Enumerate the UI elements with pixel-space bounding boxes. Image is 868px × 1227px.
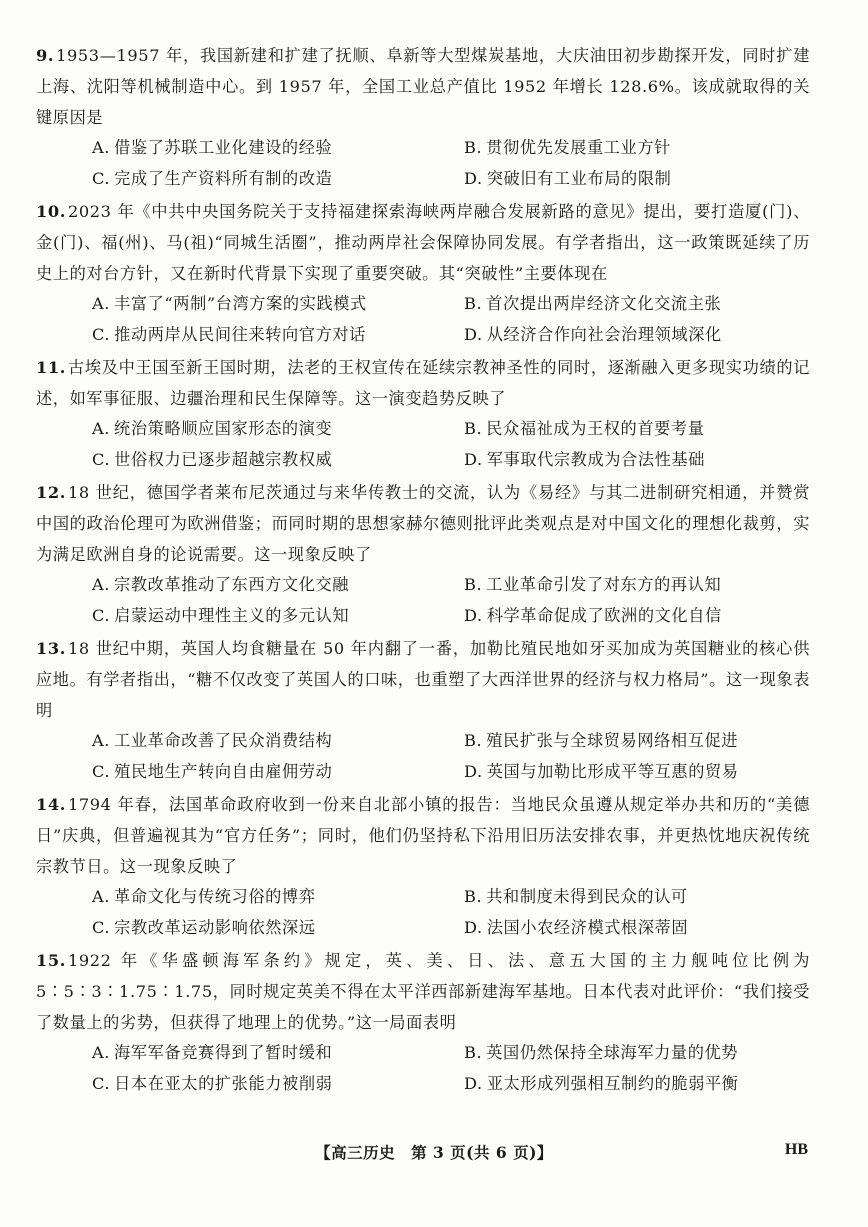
option-letter: C. (92, 917, 111, 937)
option-text: 突破旧有工业布局的限制 (486, 168, 672, 188)
option-letter: D. (464, 324, 483, 344)
option-letter: D. (464, 449, 483, 469)
answer-option-b (464, 289, 868, 320)
answer-option-d (464, 757, 868, 788)
answer-option-d (464, 913, 868, 944)
option-text: 法国小农经济模式根深蒂固 (486, 917, 689, 937)
option-letter: D. (464, 605, 483, 625)
answer-option-a (92, 414, 464, 445)
option-text: 借鉴了苏联工业化建设的经验 (114, 138, 333, 157)
question-text: 1794 年春，法国革命政府收到一份来自北部小镇的报告：当地民众虽遵从规定举办共和历的“美德日”庆典，但普遍视其为“官方任务”；同时，他们仍坚持私下沿用旧历法安排农事，并更热忱地庆祝传统宗教节日。这一现象反映了 (36, 795, 810, 876)
answer-options (30, 570, 810, 631)
answer-option-d (464, 1069, 868, 1100)
option-text: 军事取代宗教成为合法性基础 (486, 449, 705, 469)
option-letter: A. (92, 887, 111, 906)
option-text: 丰富了“两制”台湾方案的实践模式 (114, 294, 367, 313)
option-text: 民众福祉成为王权的首要考量 (486, 419, 705, 438)
question-stem (30, 477, 810, 570)
option-letter: A. (92, 294, 111, 313)
option-text: 共和制度未得到民众的认可 (486, 887, 688, 906)
option-letter: B. (464, 575, 483, 594)
option-text: 工业革命引发了对东方的再认知 (486, 575, 722, 594)
option-letter: B. (464, 731, 483, 750)
option-letter: B. (464, 294, 483, 313)
option-letter: A. (92, 138, 111, 157)
answer-option-c (92, 601, 464, 632)
question-9 (30, 40, 810, 194)
answer-options (30, 414, 810, 475)
answer-option-a (92, 882, 464, 913)
answer-option-c (92, 164, 464, 195)
question-text: 1953—1957 年，我国新建和扩建了抚顺、阜新等大型煤炭基地，大庆油田初步勘探开发，同时扩建上海、沈阳等机械制造中心。到 1957 年，全国工业总产值比 1952 年增长 128.6%。该成就取得的关键原因是 (36, 46, 810, 127)
option-text: 宗教改革推动了东西方文化交融 (114, 575, 350, 594)
option-text: 科学革命促成了欧洲的文化自信 (486, 605, 722, 625)
answer-option-b (464, 414, 868, 445)
answer-option-a (92, 133, 464, 164)
option-text: 革命文化与传统习俗的博弈 (114, 887, 316, 906)
question-13 (30, 633, 810, 787)
answer-option-c (92, 913, 464, 944)
option-letter: A. (92, 731, 111, 750)
question-stem (30, 352, 810, 414)
question-number: 11. (36, 358, 66, 377)
option-text: 亚太形成列强相互制约的脆弱平衡 (486, 1073, 739, 1093)
option-letter: D. (464, 1073, 483, 1093)
option-text: 推动两岸从民间往来转向官方对话 (114, 324, 366, 344)
option-text: 海军军备竞赛得到了暂时缓和 (114, 1043, 333, 1062)
question-text: 古埃及中王国至新王国时期，法老的王权宣传在延续宗教神圣性的同时，逐渐融入更多现实功绩的记述，如军事征服、边疆治理和民生保障等。这一演变趋势反映了 (36, 358, 810, 408)
option-text: 宗教改革运动影响依然深远 (114, 917, 316, 937)
option-letter: B. (464, 1043, 483, 1062)
question-12 (30, 477, 810, 631)
answer-option-b (464, 1038, 868, 1069)
answer-option-a (92, 726, 464, 757)
answer-option-d (464, 601, 868, 632)
question-number: 10. (36, 202, 66, 221)
question-text: 1922 年《华盛顿海军条约》规定，英、美、日、法、意五大国的主力舰吨位比例为 5∶5∶3∶1.75∶1.75，同时规定英美不得在太平洋西部新建海军基地。日本代表对此评价：“我们接受了数量上的劣势，但获得了地理上的优势。”这一局面表明 (36, 951, 810, 1032)
option-letter: C. (92, 449, 111, 469)
option-text: 从经济合作向社会治理领域深化 (486, 324, 722, 344)
question-list (30, 40, 810, 1101)
option-letter: C. (92, 605, 111, 625)
option-letter: C. (92, 324, 111, 344)
question-11 (30, 352, 810, 475)
option-text: 殖民扩张与全球贸易网络相互促进 (486, 731, 739, 750)
option-letter: A. (92, 575, 111, 594)
question-text: 2023 年《中共中央国务院关于支持福建探索海峡两岸融合发展新路的意见》提出，要打造厦(门)、金(门)、福(州)、马(祖)“同城生活圈”，推动两岸社会保障协同发展。有学者指出，这一政策既延续了历史上的对台方针，又在新时代背景下实现了重要突破。其“突破性”主要体现在 (36, 202, 810, 283)
option-text: 世俗权力已逐步超越宗教权威 (114, 449, 333, 469)
answer-options (30, 289, 810, 350)
question-number: 9. (36, 46, 55, 65)
answer-option-a (92, 570, 464, 601)
answer-option-d (464, 320, 868, 351)
option-letter: D. (464, 168, 483, 188)
question-stem (30, 196, 810, 289)
answer-options (30, 882, 810, 943)
question-number: 12. (36, 483, 66, 502)
answer-option-b (464, 570, 868, 601)
option-letter: D. (464, 761, 483, 781)
question-stem (30, 633, 810, 726)
paper-code: HB (784, 1141, 808, 1158)
option-text: 英国仍然保持全球海军力量的优势 (486, 1043, 739, 1062)
answer-option-c (92, 1069, 464, 1100)
question-stem (30, 789, 810, 882)
option-letter: B. (464, 419, 483, 438)
answer-option-c (92, 445, 464, 476)
question-text: 18 世纪，德国学者莱布尼茨通过与来华传教士的交流，认为《易经》与其二进制研究相通，并赞赏中国的政治伦理可为欧洲借鉴；而同时期的思想家赫尔德则批评此类观点是对中国文化的理想化裁剪，实为满足欧洲自身的论说需要。这一现象反映了 (36, 483, 810, 564)
option-letter: B. (464, 887, 483, 906)
question-10 (30, 196, 810, 350)
answer-option-d (464, 164, 868, 195)
answer-options (30, 1038, 810, 1099)
option-letter: D. (464, 917, 483, 937)
option-text: 英国与加勒比形成平等互惠的贸易 (486, 761, 739, 781)
option-text: 完成了生产资料所有制的改造 (114, 168, 333, 188)
answer-option-b (464, 133, 868, 164)
answer-options (30, 133, 810, 194)
question-14 (30, 789, 810, 943)
question-number: 13. (36, 639, 66, 658)
option-text: 日本在亚太的扩张能力被削弱 (114, 1073, 333, 1093)
answer-option-a (92, 289, 464, 320)
answer-option-c (92, 757, 464, 788)
option-text: 殖民地生产转向自由雇佣劳动 (114, 761, 333, 781)
option-letter: A. (92, 1043, 111, 1062)
question-text: 18 世纪中期，英国人均食糖量在 50 年内翻了一番，加勒比殖民地如牙买加成为英国糖业的核心供应地。有学者指出，“糖不仅改变了英国人的口味，也重塑了大西洋世界的经济与权力格局”。这一现象表明 (36, 639, 810, 720)
question-stem (30, 945, 810, 1038)
page-footer: 【高三历史 第 3 页(共 6 页)】 (315, 1143, 553, 1162)
option-letter: C. (92, 761, 111, 781)
answer-options (30, 726, 810, 787)
answer-option-b (464, 726, 868, 757)
option-letter: A. (92, 419, 111, 438)
option-letter: C. (92, 168, 111, 188)
option-text: 工业革命改善了民众消费结构 (114, 731, 333, 750)
option-text: 统治策略顺应国家形态的演变 (114, 419, 333, 438)
answer-option-c (92, 320, 464, 351)
question-15 (30, 945, 810, 1099)
option-text: 启蒙运动中理性主义的多元认知 (114, 605, 350, 625)
option-letter: C. (92, 1073, 111, 1093)
option-text: 贯彻优先发展重工业方针 (486, 138, 671, 157)
option-text: 首次提出两岸经济文化交流主张 (486, 294, 722, 313)
answer-option-b (464, 882, 868, 913)
question-number: 14. (36, 795, 66, 814)
question-number: 15. (36, 951, 66, 970)
answer-option-d (464, 445, 868, 476)
option-letter: B. (464, 138, 483, 157)
answer-option-a (92, 1038, 464, 1069)
question-stem (30, 40, 810, 133)
